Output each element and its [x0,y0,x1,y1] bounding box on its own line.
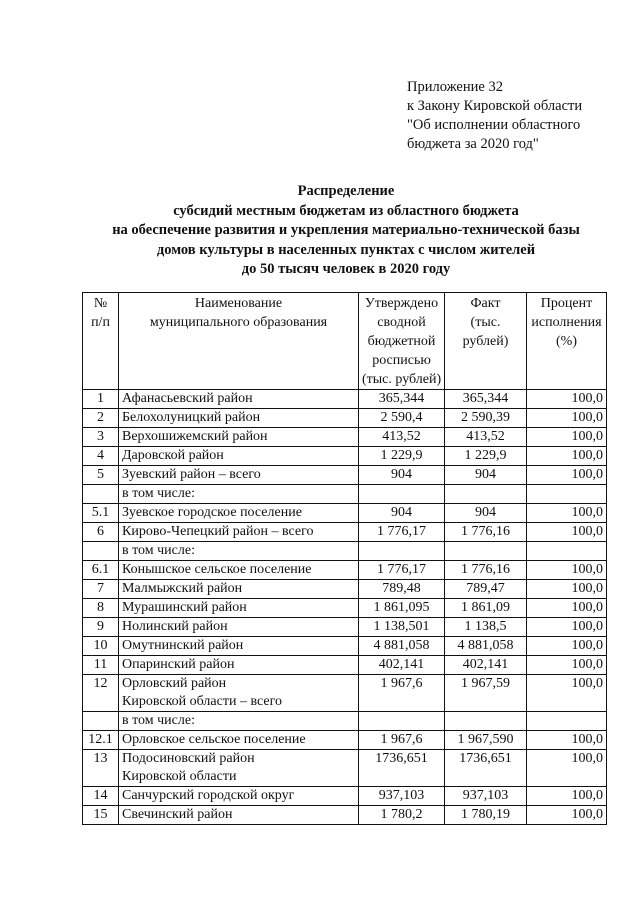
execution-percent [527,712,607,731]
table-row [83,618,607,637]
execution-percent: 100,0 [527,390,607,409]
municipality-name-line: Подосиновский район [122,751,255,766]
title-line: Распределение [297,183,395,199]
row-number: 6.1 [83,561,119,580]
municipality-name [119,542,359,561]
municipality-name-line: Верхошижемский район [122,429,268,444]
table-row [83,731,607,750]
approved-amount: 1 776,17 [359,561,445,580]
table-row [83,806,607,825]
header-num: № п/п [83,293,119,390]
header-name: Наименование муниципального образования [119,293,359,390]
fact-amount: 2 590,39 [445,409,527,428]
execution-percent: 100,0 [527,599,607,618]
table-row [83,428,607,447]
fact-amount: 1 138,5 [445,618,527,637]
municipality-name-line: Конышское сельское поселение [122,562,312,577]
municipality-name-line: Кировской области [122,769,237,784]
row-number: 12.1 [83,731,119,750]
municipality-name-line: в том числе: [122,543,195,558]
municipality-name-line: Опаринский район [122,657,235,672]
approved-amount: 365,344 [359,390,445,409]
municipality-name-line: Мурашинский район [122,600,247,615]
municipality-name [119,731,359,750]
municipality-name [119,580,359,599]
row-number: 5.1 [83,504,119,523]
municipality-name [119,466,359,485]
table-header-row [83,293,607,390]
appendix-header [407,78,582,154]
municipality-name-line: Малмыжский район [122,581,243,596]
municipality-name [119,409,359,428]
execution-percent [527,542,607,561]
table-row [83,599,607,618]
execution-percent: 100,0 [527,447,607,466]
document-title [60,182,632,280]
municipality-name-line: Кировской области – всего [122,694,282,709]
header-fact: Факт (тыс. рублей) [445,293,527,390]
municipality-name [119,618,359,637]
row-number: 4 [83,447,119,466]
municipality-name-line: Орловское сельское поселение [122,732,306,747]
approved-amount: 4 881,058 [359,637,445,656]
municipality-name [119,390,359,409]
row-number: 7 [83,580,119,599]
execution-percent: 100,0 [527,750,607,787]
fact-amount: 365,344 [445,390,527,409]
approved-amount: 1 967,6 [359,675,445,712]
municipality-name [119,523,359,542]
row-number: 11 [83,656,119,675]
table-row [83,561,607,580]
table-row [83,466,607,485]
execution-percent [527,485,607,504]
title-line: субсидий местным бюджетам из областного бюджета [173,202,519,219]
fact-amount: 1 967,590 [445,731,527,750]
row-number: 6 [83,523,119,542]
municipality-name [119,561,359,580]
appendix-line: "Об исполнении областного [407,117,581,133]
table-row [83,712,607,731]
approved-amount: 413,52 [359,428,445,447]
municipality-name [119,485,359,504]
execution-percent: 100,0 [527,675,607,712]
municipality-name-line: Санчурский городской округ [122,788,295,803]
row-number: 13 [83,750,119,787]
municipality-name [119,806,359,825]
municipality-name-line: Зуевский район – всего [122,467,261,482]
execution-percent: 100,0 [527,409,607,428]
fact-amount [445,542,527,561]
table-row [83,656,607,675]
execution-percent: 100,0 [527,523,607,542]
municipality-name [119,675,359,712]
fact-amount: 789,47 [445,580,527,599]
municipality-name [119,637,359,656]
municipality-name-line: Орловский район [122,676,227,691]
table-row [83,523,607,542]
table-row [83,675,607,712]
municipality-name [119,599,359,618]
fact-amount: 1 776,16 [445,523,527,542]
table-row [83,409,607,428]
appendix-line: бюджета за 2020 год" [407,136,539,152]
fact-amount: 904 [445,466,527,485]
row-number: 8 [83,599,119,618]
execution-percent: 100,0 [527,731,607,750]
municipality-name-line: Кирово-Чепецкий район – всего [122,524,314,539]
subsidy-table [82,292,607,825]
table-row [83,447,607,466]
fact-amount: 1 780,19 [445,806,527,825]
municipality-name-line: Нолинский район [122,619,228,634]
row-number: 14 [83,787,119,806]
table-row [83,787,607,806]
execution-percent: 100,0 [527,561,607,580]
approved-amount: 402,141 [359,656,445,675]
municipality-name-line: Омутнинский район [122,638,244,653]
execution-percent: 100,0 [527,656,607,675]
row-number: 3 [83,428,119,447]
fact-amount: 402,141 [445,656,527,675]
municipality-name-line: в том числе: [122,486,195,501]
approved-amount: 789,48 [359,580,445,599]
appendix-line: к Закону Кировской области [407,98,583,114]
approved-amount [359,542,445,561]
row-number: 9 [83,618,119,637]
execution-percent: 100,0 [527,787,607,806]
approved-amount: 904 [359,466,445,485]
municipality-name-line: Белохолуницкий район [122,410,261,425]
fact-amount: 1 776,16 [445,561,527,580]
row-number [83,712,119,731]
header-approved: Утверждено сводной бюджетной росписью (тыс. рублей) [359,293,445,390]
fact-amount: 413,52 [445,428,527,447]
approved-amount: 1 780,2 [359,806,445,825]
approved-amount: 1736,651 [359,750,445,787]
execution-percent: 100,0 [527,580,607,599]
fact-amount: 1 229,9 [445,447,527,466]
municipality-name [119,712,359,731]
approved-amount: 1 229,9 [359,447,445,466]
approved-amount: 1 776,17 [359,523,445,542]
title-line: на обеспечение развития и укрепления материально-технической базы [112,222,580,238]
execution-percent: 100,0 [527,428,607,447]
execution-percent: 100,0 [527,637,607,656]
municipality-name-line: Свечинский район [122,807,233,822]
row-number: 5 [83,466,119,485]
municipality-name [119,656,359,675]
municipality-name-line: Зуевское городское поселение [122,505,302,520]
execution-percent: 100,0 [527,466,607,485]
fact-amount: 937,103 [445,787,527,806]
row-number: 10 [83,637,119,656]
table-row [83,580,607,599]
approved-amount: 904 [359,504,445,523]
appendix-line: Приложение 32 [407,79,503,95]
municipality-name [119,447,359,466]
execution-percent: 100,0 [527,618,607,637]
title-line: домов культуры в населенных пунктах с числом жителей [156,241,536,258]
table-row [83,750,607,787]
municipality-name-line: Афанасьевский район [122,391,253,406]
execution-percent: 100,0 [527,504,607,523]
municipality-name [119,428,359,447]
fact-amount [445,485,527,504]
approved-amount: 1 861,095 [359,599,445,618]
approved-amount [359,712,445,731]
table-row [83,485,607,504]
row-number [83,485,119,504]
row-number [83,542,119,561]
approved-amount: 1 138,501 [359,618,445,637]
municipality-name-line: в том числе: [122,713,195,728]
fact-amount: 1 967,59 [445,675,527,712]
table-row [83,637,607,656]
row-number: 2 [83,409,119,428]
municipality-name [119,750,359,787]
row-number: 15 [83,806,119,825]
row-number: 12 [83,675,119,712]
municipality-name-line: Даровской район [122,448,224,463]
table-row [83,390,607,409]
approved-amount: 2 590,4 [359,409,445,428]
execution-percent: 100,0 [527,806,607,825]
municipality-name [119,787,359,806]
row-number: 1 [83,390,119,409]
header-percent: Процент исполнения (%) [527,293,607,390]
approved-amount: 1 967,6 [359,731,445,750]
table-row [83,542,607,561]
approved-amount: 937,103 [359,787,445,806]
municipality-name [119,504,359,523]
fact-amount [445,712,527,731]
fact-amount: 904 [445,504,527,523]
approved-amount [359,485,445,504]
title-line: до 50 тысяч человек в 2020 году [241,261,451,277]
fact-amount: 1736,651 [445,750,527,787]
table-row [83,504,607,523]
fact-amount: 4 881,058 [445,637,527,656]
fact-amount: 1 861,09 [445,599,527,618]
